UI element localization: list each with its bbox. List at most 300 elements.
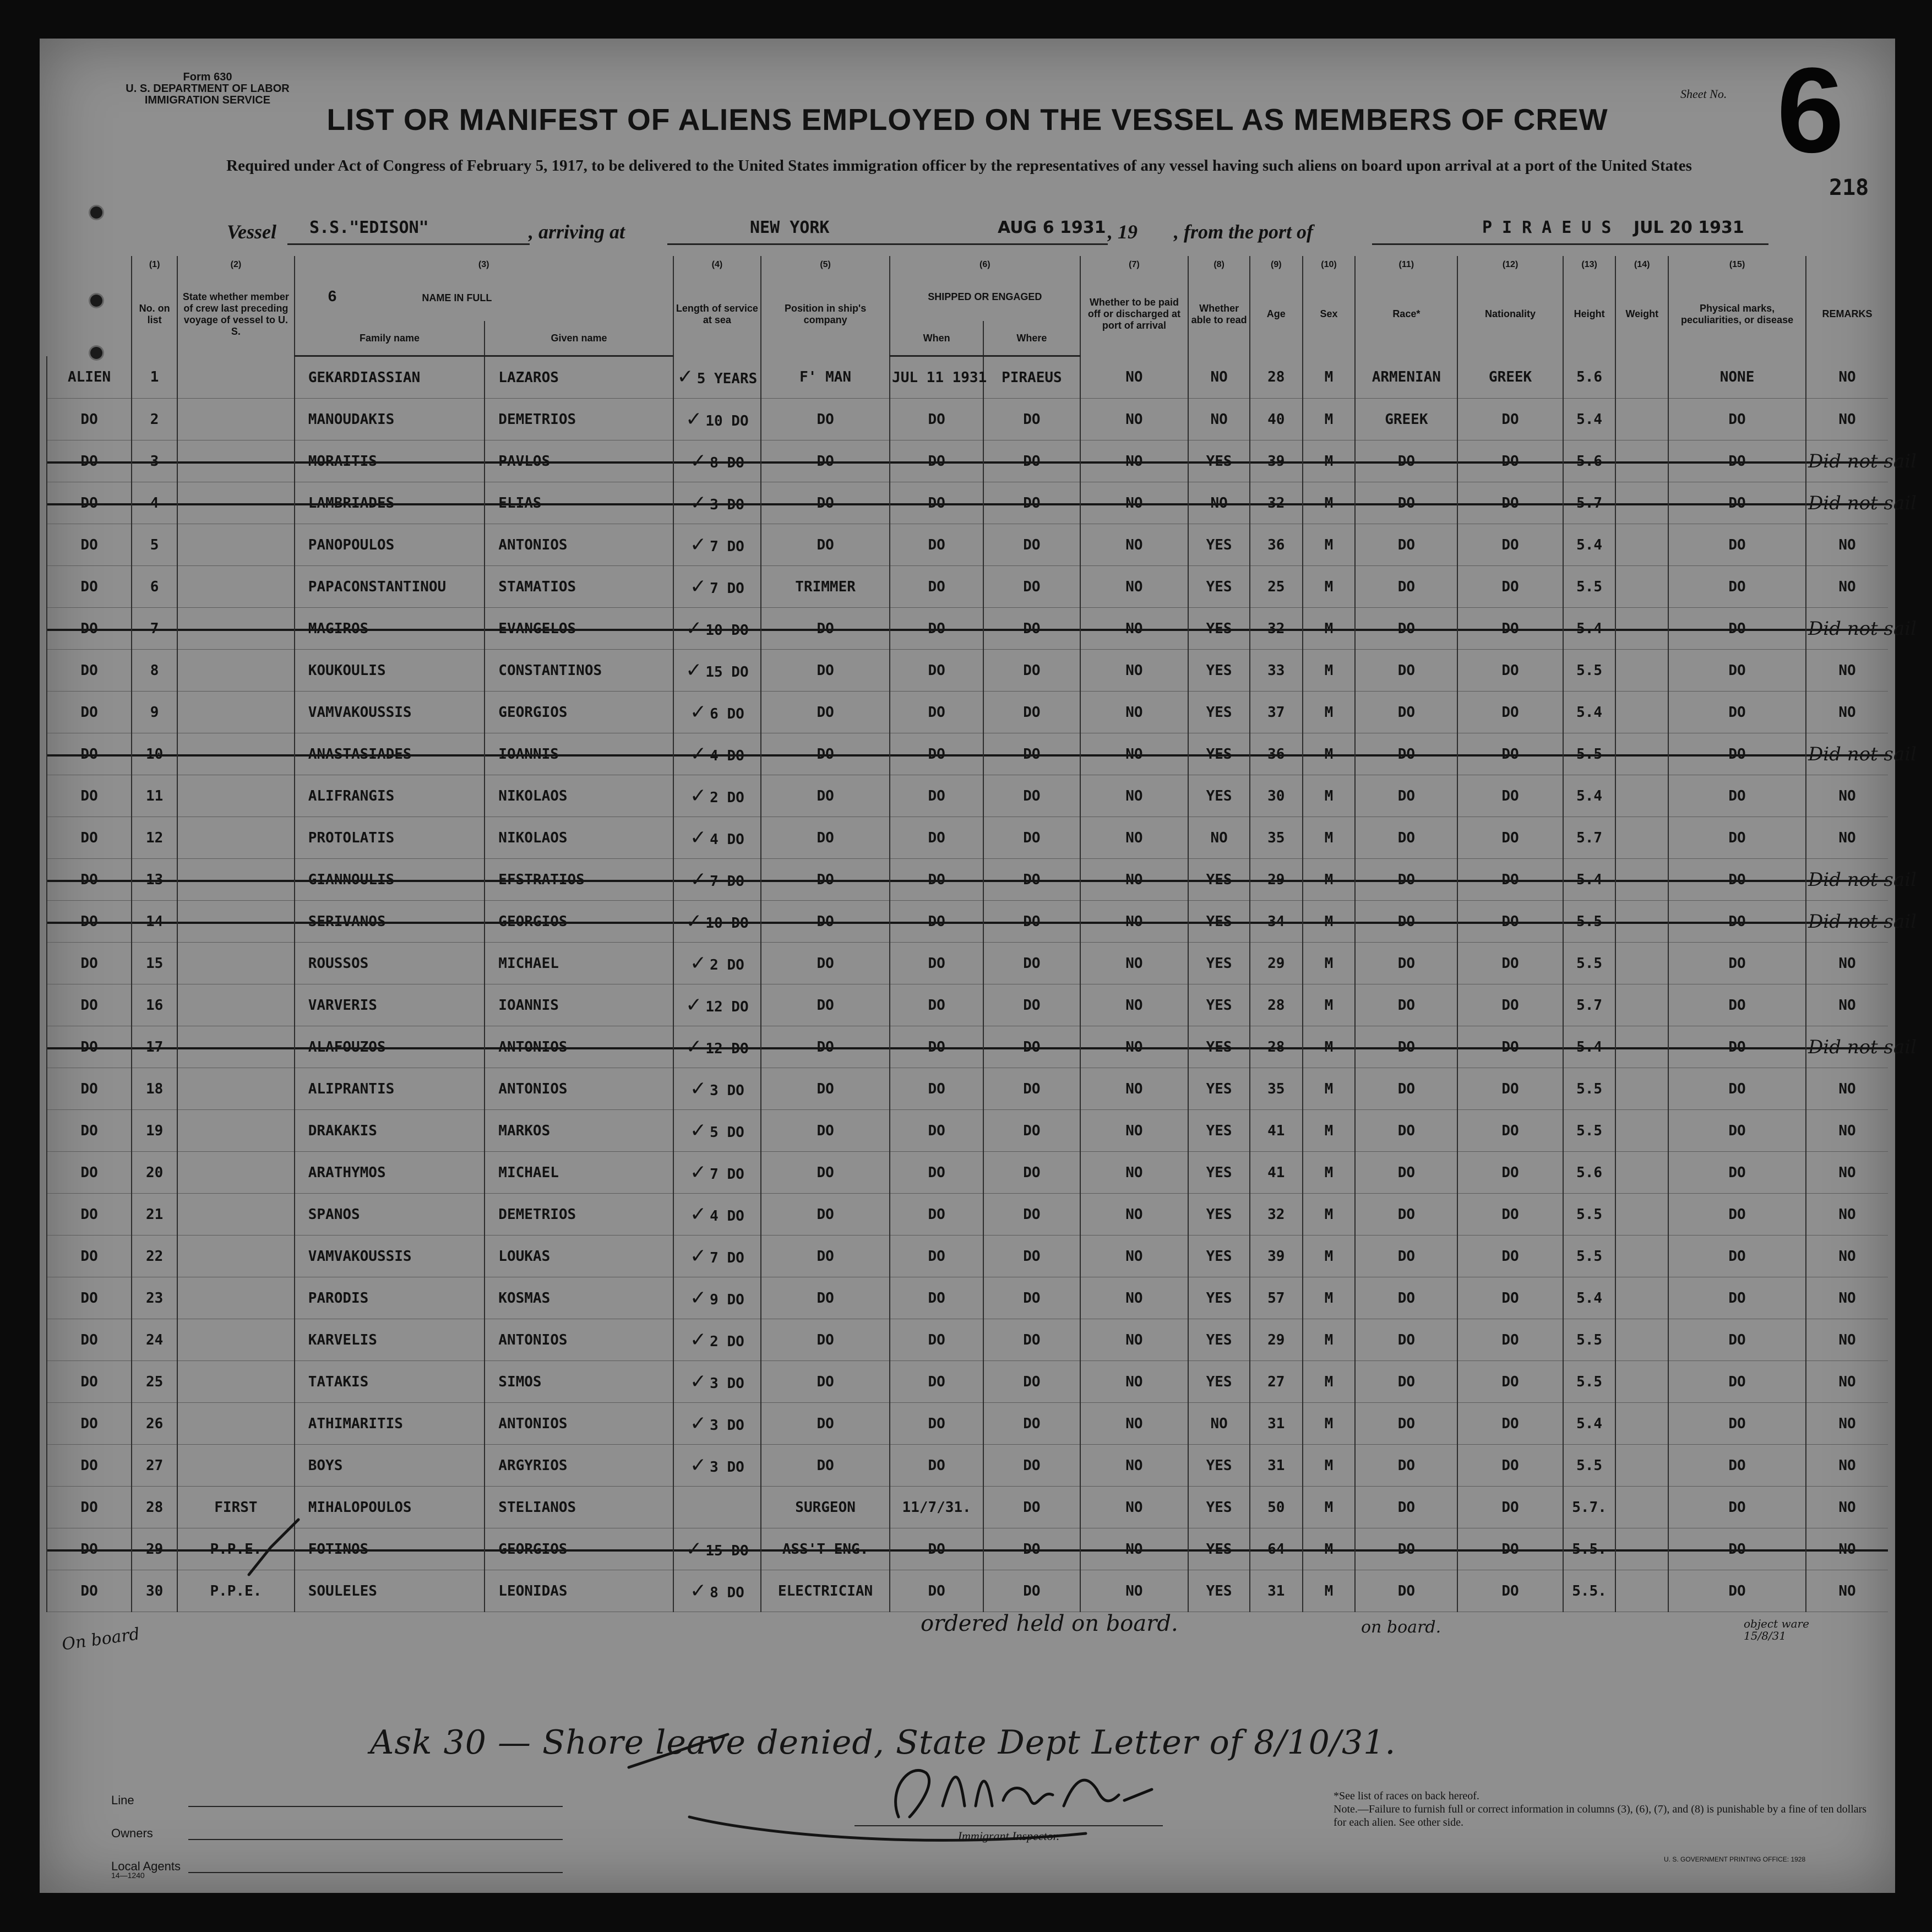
remarks-cell: NO xyxy=(1806,1403,1888,1445)
punch-hole xyxy=(90,206,102,219)
row-number-cell: 22 xyxy=(132,1236,177,1277)
race-cell: DO xyxy=(1355,901,1457,943)
shipped-when-cell: DO xyxy=(890,1570,983,1612)
nationality-cell: DO xyxy=(1457,901,1563,943)
paid-off-cell: NO xyxy=(1080,1570,1189,1612)
given-name-cell: IOANNIS xyxy=(485,733,673,775)
paid-off-cell: NO xyxy=(1080,440,1189,482)
shipped-where-cell: DO xyxy=(983,859,1080,901)
given-name-cell: CONSTANTINOS xyxy=(485,650,673,692)
race-cell: DO xyxy=(1355,1403,1457,1445)
status-cell: DO xyxy=(47,399,132,440)
physical-marks-cell: DO xyxy=(1668,608,1806,650)
family-name-cell: PARODIS xyxy=(295,1277,485,1319)
age-cell: 35 xyxy=(1250,817,1303,859)
remarks-cell: Did not sail xyxy=(1806,901,1888,943)
shipped-where-cell: DO xyxy=(983,984,1080,1026)
service-length-text: 5 YEARS xyxy=(696,371,758,388)
position-cell: DO xyxy=(761,1194,890,1236)
remarks-cell: NO xyxy=(1806,1319,1888,1361)
shipped-when-cell: DO xyxy=(890,399,983,440)
position-cell: DO xyxy=(761,1110,890,1152)
position-cell: DO xyxy=(761,817,890,859)
shipped-where-cell: DO xyxy=(983,482,1080,524)
paid-off-cell: NO xyxy=(1080,1236,1189,1277)
sex-cell: M xyxy=(1303,901,1356,943)
race-cell: DO xyxy=(1355,1487,1457,1528)
status-cell: DO xyxy=(47,859,132,901)
paid-off-cell: NO xyxy=(1080,1445,1189,1487)
status-cell: DO xyxy=(47,1110,132,1152)
position-cell: ASS'T ENG. xyxy=(761,1528,890,1570)
paid-off-cell: NO xyxy=(1080,984,1189,1026)
age-cell: 25 xyxy=(1250,566,1303,608)
shipped-when-cell: JUL 11 1931 xyxy=(890,356,983,399)
remarks-cell: NO xyxy=(1806,1361,1888,1403)
check-mark-icon: ✓ xyxy=(690,1454,707,1477)
check-mark-icon: ✓ xyxy=(690,868,707,891)
nationality-cell: DO xyxy=(1457,1277,1563,1319)
row-number-cell: 19 xyxy=(132,1110,177,1152)
shipped-where-cell: DO xyxy=(983,1319,1080,1361)
row-number-cell: 28 xyxy=(132,1487,177,1528)
position-cell: DO xyxy=(761,1236,890,1277)
age-cell: 32 xyxy=(1250,608,1303,650)
service-length-text: 12 DO xyxy=(705,999,749,1015)
age-cell: 37 xyxy=(1250,692,1303,733)
given-name-cell: STELIANOS xyxy=(485,1487,673,1528)
shipped-when-cell: DO xyxy=(890,608,983,650)
punch-hole xyxy=(90,295,102,307)
status-cell: DO xyxy=(47,984,132,1026)
service-length-text: 3 DO xyxy=(710,497,744,513)
able-to-read-cell: YES xyxy=(1188,1194,1250,1236)
shipped-where-cell: DO xyxy=(983,650,1080,692)
service-length-text: 9 DO xyxy=(710,1292,744,1308)
family-name-cell: TATAKIS xyxy=(295,1361,485,1403)
family-name-cell: ATHIMARITIS xyxy=(295,1403,485,1445)
signature-caption: Immigrant Inspector. xyxy=(957,1829,1060,1843)
age-cell: 27 xyxy=(1250,1361,1303,1403)
height-cell: 5.4 xyxy=(1563,524,1616,566)
able-to-read-cell: YES xyxy=(1188,1361,1250,1403)
row-number-cell: 13 xyxy=(132,859,177,901)
header-weight: Weight xyxy=(1615,273,1668,356)
sheet-label: Sheet No. xyxy=(1680,87,1727,101)
nationality-cell: GREEK xyxy=(1457,356,1563,399)
shipped-where-cell: DO xyxy=(983,566,1080,608)
position-cell: ELECTRICIAN xyxy=(761,1570,890,1612)
row-number-cell: 20 xyxy=(132,1152,177,1194)
sex-cell: M xyxy=(1303,775,1356,817)
status-cell: DO xyxy=(47,1361,132,1403)
shipped-when-cell: DO xyxy=(890,1068,983,1110)
sex-cell: M xyxy=(1303,1152,1356,1194)
line-label: Line xyxy=(111,1793,134,1807)
header-where: Where xyxy=(983,321,1080,356)
position-cell: DO xyxy=(761,1152,890,1194)
check-mark-icon: ✓ xyxy=(690,1412,707,1435)
position-cell: DO xyxy=(761,901,890,943)
shipped-when-cell: DO xyxy=(890,1194,983,1236)
paid-off-cell: NO xyxy=(1080,817,1189,859)
given-name-cell: EVANGELOS xyxy=(485,608,673,650)
age-cell: 41 xyxy=(1250,1152,1303,1194)
able-to-read-cell: NO xyxy=(1188,399,1250,440)
row-number-cell: 11 xyxy=(132,775,177,817)
check-mark-icon: ✓ xyxy=(690,1287,707,1309)
service-length-text: 4 DO xyxy=(710,1208,744,1224)
status-cell: DO xyxy=(47,1487,132,1528)
given-name-cell: LEONIDAS xyxy=(485,1570,673,1612)
column-number: (2) xyxy=(177,256,295,273)
remarks-cell: NO xyxy=(1806,1152,1888,1194)
shipped-where-cell: DO xyxy=(983,1445,1080,1487)
physical-marks-cell: DO xyxy=(1668,1277,1806,1319)
bottom-annotation: Ask 30 — Shore leave denied, State Dept Letter of 8/10/31. xyxy=(370,1723,1396,1762)
position-cell: DO xyxy=(761,943,890,984)
physical-marks-cell: DO xyxy=(1668,733,1806,775)
status-cell: ALIEN xyxy=(47,356,132,399)
given-name-cell: EFSTRATIOS xyxy=(485,859,673,901)
height-cell: 5.5 xyxy=(1563,566,1616,608)
remarks-cell: NO xyxy=(1806,775,1888,817)
position-cell: DO xyxy=(761,692,890,733)
position-cell: DO xyxy=(761,1445,890,1487)
check-mark-icon: ✓ xyxy=(690,701,707,723)
check-mark-icon: ✓ xyxy=(690,785,707,807)
family-name-cell: MANOUDAKIS xyxy=(295,399,485,440)
nationality-cell: DO xyxy=(1457,1319,1563,1361)
nationality-cell: DO xyxy=(1457,524,1563,566)
status-cell: DO xyxy=(47,1194,132,1236)
service-length-text: 7 DO xyxy=(710,1166,744,1183)
header-physical-marks: Physical marks, peculiarities, or disease xyxy=(1668,273,1806,356)
physical-marks-cell: DO xyxy=(1668,817,1806,859)
remarks-cell: NO xyxy=(1806,817,1888,859)
column-number: (10) xyxy=(1303,256,1356,273)
header-age: Age xyxy=(1250,273,1303,356)
nationality-cell: DO xyxy=(1457,1403,1563,1445)
column-number: (6) xyxy=(890,256,1080,273)
shipped-where-cell: DO xyxy=(983,1026,1080,1068)
physical-marks-cell: DO xyxy=(1668,650,1806,692)
able-to-read-cell: NO xyxy=(1188,1403,1250,1445)
check-mark-icon: ✓ xyxy=(690,450,707,472)
printer-imprint: U. S. GOVERNMENT PRINTING OFFICE: 1928 xyxy=(1664,1855,1806,1863)
row-number-cell: 25 xyxy=(132,1361,177,1403)
height-cell: 5.4 xyxy=(1563,608,1616,650)
sex-cell: M xyxy=(1303,1487,1356,1528)
able-to-read-cell: YES xyxy=(1188,1528,1250,1570)
header-able-to-read: Whether able to read xyxy=(1188,273,1250,356)
remarks-cell: NO xyxy=(1806,356,1888,399)
status-cell: DO xyxy=(47,1026,132,1068)
given-name-cell: ANTONIOS xyxy=(485,1068,673,1110)
physical-marks-cell: DO xyxy=(1668,440,1806,482)
remarks-cell: Did not sail xyxy=(1806,440,1888,482)
shipped-where-cell: DO xyxy=(983,817,1080,859)
check-mark-icon: ✓ xyxy=(690,575,707,598)
able-to-read-cell: YES xyxy=(1188,1236,1250,1277)
age-cell: 33 xyxy=(1250,650,1303,692)
given-name-cell: NIKOLAOS xyxy=(485,817,673,859)
able-to-read-cell: YES xyxy=(1188,692,1250,733)
shipped-when-cell: DO xyxy=(890,1319,983,1361)
sex-cell: M xyxy=(1303,817,1356,859)
manifest-sheet xyxy=(40,39,1917,1893)
height-cell: 5.5 xyxy=(1563,733,1616,775)
sex-cell: M xyxy=(1303,733,1356,775)
departure-date-stamp: JUL 20 1931 xyxy=(1634,218,1744,237)
race-cell: DO xyxy=(1355,650,1457,692)
physical-marks-cell: DO xyxy=(1668,1194,1806,1236)
row-number-cell: 2 xyxy=(132,399,177,440)
page-number: 218 xyxy=(1829,175,1869,200)
nationality-cell: DO xyxy=(1457,775,1563,817)
shipped-when-cell: DO xyxy=(890,1528,983,1570)
agent-lines xyxy=(111,1784,563,1880)
shipped-when-cell: 11/7/31. xyxy=(890,1487,983,1528)
paid-off-cell: NO xyxy=(1080,1319,1189,1361)
given-name-cell: ARGYRIOS xyxy=(485,1445,673,1487)
physical-marks-cell: DO xyxy=(1668,775,1806,817)
able-to-read-cell: YES xyxy=(1188,524,1250,566)
able-to-read-cell: YES xyxy=(1188,943,1250,984)
status-cell: DO xyxy=(47,482,132,524)
able-to-read-cell: YES xyxy=(1188,608,1250,650)
race-cell: DO xyxy=(1355,1194,1457,1236)
check-mark-icon: ✓ xyxy=(690,534,707,556)
age-cell: 39 xyxy=(1250,1236,1303,1277)
height-cell: 5.4 xyxy=(1563,1026,1616,1068)
given-name-cell: DEMETRIOS xyxy=(485,399,673,440)
family-name-cell: SERIVANOS xyxy=(295,901,485,943)
service-length-text: 3 DO xyxy=(710,1082,744,1099)
remarks-cell: NO xyxy=(1806,943,1888,984)
physical-marks-cell: DO xyxy=(1668,901,1806,943)
race-cell: DO xyxy=(1355,1528,1457,1570)
sex-cell: M xyxy=(1303,1445,1356,1487)
column-number: (1) xyxy=(132,256,177,273)
sex-cell: M xyxy=(1303,1570,1356,1612)
page-title: LIST OR MANIFEST OF ALIENS EMPLOYED ON THE VESSEL AS MEMBERS OF CREW xyxy=(326,102,1608,137)
age-cell: 32 xyxy=(1250,482,1303,524)
remarks-cell: Did not sail xyxy=(1806,733,1888,775)
service-length-text: 10 DO xyxy=(705,413,749,429)
able-to-read-cell: YES xyxy=(1188,1487,1250,1528)
status-cell: DO xyxy=(47,1152,132,1194)
paid-off-cell: NO xyxy=(1080,1110,1189,1152)
given-name-cell: MICHAEL xyxy=(485,943,673,984)
shipped-when-cell: DO xyxy=(890,943,983,984)
paid-off-cell: NO xyxy=(1080,1068,1189,1110)
height-cell: 5.5 xyxy=(1563,1445,1616,1487)
remarks-cell: NO xyxy=(1806,1277,1888,1319)
row-number-cell: 5 xyxy=(132,524,177,566)
physical-marks-cell: DO xyxy=(1668,1445,1806,1487)
check-mark-icon: ✓ xyxy=(685,408,703,431)
check-mark-icon: ✓ xyxy=(690,952,707,975)
age-cell: 28 xyxy=(1250,356,1303,399)
status-cell: DO xyxy=(47,524,132,566)
shipped-where-cell: DO xyxy=(983,1487,1080,1528)
sex-cell: M xyxy=(1303,356,1356,399)
shipped-when-cell: DO xyxy=(890,1110,983,1152)
shipped-where-cell: DO xyxy=(983,1528,1080,1570)
physical-marks-cell: DO xyxy=(1668,1152,1806,1194)
check-mark-icon: ✓ xyxy=(690,743,707,765)
shipped-when-cell: DO xyxy=(890,1445,983,1487)
shipped-when-cell: DO xyxy=(890,775,983,817)
height-cell: 5.5 xyxy=(1563,1319,1616,1361)
service-length-text: 3 DO xyxy=(710,1417,744,1434)
shipped-where-cell: DO xyxy=(983,901,1080,943)
shipped-where-cell: DO xyxy=(983,1194,1080,1236)
check-mark-icon: ✓ xyxy=(690,1161,707,1184)
race-cell: DO xyxy=(1355,984,1457,1026)
physical-marks-cell: DO xyxy=(1668,1361,1806,1403)
remarks-cell: NO xyxy=(1806,650,1888,692)
arriving-port: NEW YORK xyxy=(750,218,830,237)
header-given-name: Given name xyxy=(485,321,673,356)
nationality-cell: DO xyxy=(1457,1361,1563,1403)
sex-cell: M xyxy=(1303,1528,1356,1570)
nationality-cell: DO xyxy=(1457,1445,1563,1487)
remarks-cell: NO xyxy=(1806,984,1888,1026)
service-length-text: 2 DO xyxy=(710,1334,744,1350)
shipped-where-cell: DO xyxy=(983,608,1080,650)
age-cell: 36 xyxy=(1250,524,1303,566)
status-cell: DO xyxy=(47,1319,132,1361)
remarks-cell: NO xyxy=(1806,692,1888,733)
height-cell: 5.7. xyxy=(1563,1487,1616,1528)
shipped-when-cell: DO xyxy=(890,524,983,566)
sex-cell: M xyxy=(1303,566,1356,608)
check-mark-icon: ✓ xyxy=(690,1329,707,1351)
given-name-cell: MICHAEL xyxy=(485,1152,673,1194)
check-mark-icon: ✓ xyxy=(685,617,703,640)
sex-cell: M xyxy=(1303,859,1356,901)
family-name-cell: ALAFOUZOS xyxy=(295,1026,485,1068)
vessel-name: S.S."EDISON" xyxy=(309,218,429,237)
status-cell: DO xyxy=(47,1277,132,1319)
shipped-when-cell: DO xyxy=(890,859,983,901)
check-mark-icon: ✓ xyxy=(690,1119,707,1142)
status-cell: DO xyxy=(47,608,132,650)
height-cell: 5.7 xyxy=(1563,984,1616,1026)
age-cell: 39 xyxy=(1250,440,1303,482)
shipped-where-cell: DO xyxy=(983,1152,1080,1194)
nationality-cell: DO xyxy=(1457,566,1563,608)
family-name-cell: MAGIROS xyxy=(295,608,485,650)
paid-off-cell: NO xyxy=(1080,943,1189,984)
column-number: (4) xyxy=(673,256,761,273)
family-name-cell: ALIPRANTIS xyxy=(295,1068,485,1110)
service-length-text: 7 DO xyxy=(710,1250,744,1266)
given-name-cell: ANTONIOS xyxy=(485,1026,673,1068)
able-to-read-cell: YES xyxy=(1188,984,1250,1026)
footnote-races: *See list of races on back hereof. xyxy=(1334,1790,1479,1802)
race-cell: DO xyxy=(1355,817,1457,859)
header-paid-off: Whether to be paid off or discharged at port of arrival xyxy=(1080,273,1189,356)
family-name-cell: KARVELIS xyxy=(295,1319,485,1361)
shipped-when-cell: DO xyxy=(890,482,983,524)
physical-marks-cell: DO xyxy=(1668,482,1806,524)
service-length-text: 12 DO xyxy=(705,1041,749,1057)
height-cell: 5.5 xyxy=(1563,901,1616,943)
family-name-cell: MIHALOPOULOS xyxy=(295,1487,485,1528)
service-length-text: 15 DO xyxy=(705,664,749,681)
family-name-cell: VAMVAKOUSSIS xyxy=(295,1236,485,1277)
position-cell: DO xyxy=(761,399,890,440)
row-number-cell: 3 xyxy=(132,440,177,482)
shipped-when-cell: DO xyxy=(890,1361,983,1403)
position-cell: DO xyxy=(761,650,890,692)
departure-port: PIRAEUS xyxy=(1482,218,1621,237)
status-cell: DO xyxy=(47,1236,132,1277)
family-name-cell: PAPACONSTANTINOU xyxy=(295,566,485,608)
given-name-cell: ANTONIOS xyxy=(485,1403,673,1445)
age-cell: 31 xyxy=(1250,1570,1303,1612)
physical-marks-cell: DO xyxy=(1668,859,1806,901)
given-name-cell: GEORGIOS xyxy=(485,1528,673,1570)
age-cell: 50 xyxy=(1250,1487,1303,1528)
service-length-text: 5 DO xyxy=(710,1124,744,1141)
agents-label: Local Agents xyxy=(111,1859,181,1873)
age-cell: 29 xyxy=(1250,943,1303,984)
able-to-read-cell: YES xyxy=(1188,1445,1250,1487)
family-name-cell: GIANNOULIS xyxy=(295,859,485,901)
column-number: (5) xyxy=(761,256,890,273)
able-to-read-cell: YES xyxy=(1188,440,1250,482)
status-cell: DO xyxy=(47,901,132,943)
physical-marks-cell: DO xyxy=(1668,1403,1806,1445)
row-number-cell: 18 xyxy=(132,1068,177,1110)
shipped-when-cell: DO xyxy=(890,1403,983,1445)
column-number: (14) xyxy=(1615,256,1668,273)
nationality-cell: DO xyxy=(1457,1026,1563,1068)
check-mark-icon: ✓ xyxy=(685,1538,703,1560)
physical-marks-cell: DO xyxy=(1668,1528,1806,1570)
age-cell: 31 xyxy=(1250,1403,1303,1445)
remarks-cell: NO xyxy=(1806,1236,1888,1277)
race-cell: DO xyxy=(1355,1236,1457,1277)
service-length-text: 4 DO xyxy=(710,831,744,848)
height-cell: 5.5 xyxy=(1563,1236,1616,1277)
name-sheet-mark: 6 xyxy=(328,287,337,304)
physical-marks-cell: DO xyxy=(1668,1026,1806,1068)
form-code: 14—1240 xyxy=(111,1871,145,1880)
family-name-cell: DRAKAKIS xyxy=(295,1110,485,1152)
physical-marks-cell: NONE xyxy=(1668,356,1806,399)
able-to-read-cell: YES xyxy=(1188,1277,1250,1319)
header-no-on-list: No. on list xyxy=(132,273,177,356)
family-name-cell: VARVERIS xyxy=(295,984,485,1026)
height-cell: 5.5 xyxy=(1563,943,1616,984)
able-to-read-cell: NO xyxy=(1188,817,1250,859)
header-family-name: Family name xyxy=(295,321,485,356)
age-cell: 64 xyxy=(1250,1528,1303,1570)
height-cell: 5.6 xyxy=(1563,356,1616,399)
check-mark-icon: ✓ xyxy=(690,1580,707,1602)
name-in-full-label: NAME IN FULL xyxy=(422,292,492,303)
paid-off-cell: NO xyxy=(1080,775,1189,817)
row-number-cell: 4 xyxy=(132,482,177,524)
given-name-cell: PAVLOS xyxy=(485,440,673,482)
paid-off-cell: NO xyxy=(1080,692,1189,733)
family-name-cell: ANASTASIADES xyxy=(295,733,485,775)
